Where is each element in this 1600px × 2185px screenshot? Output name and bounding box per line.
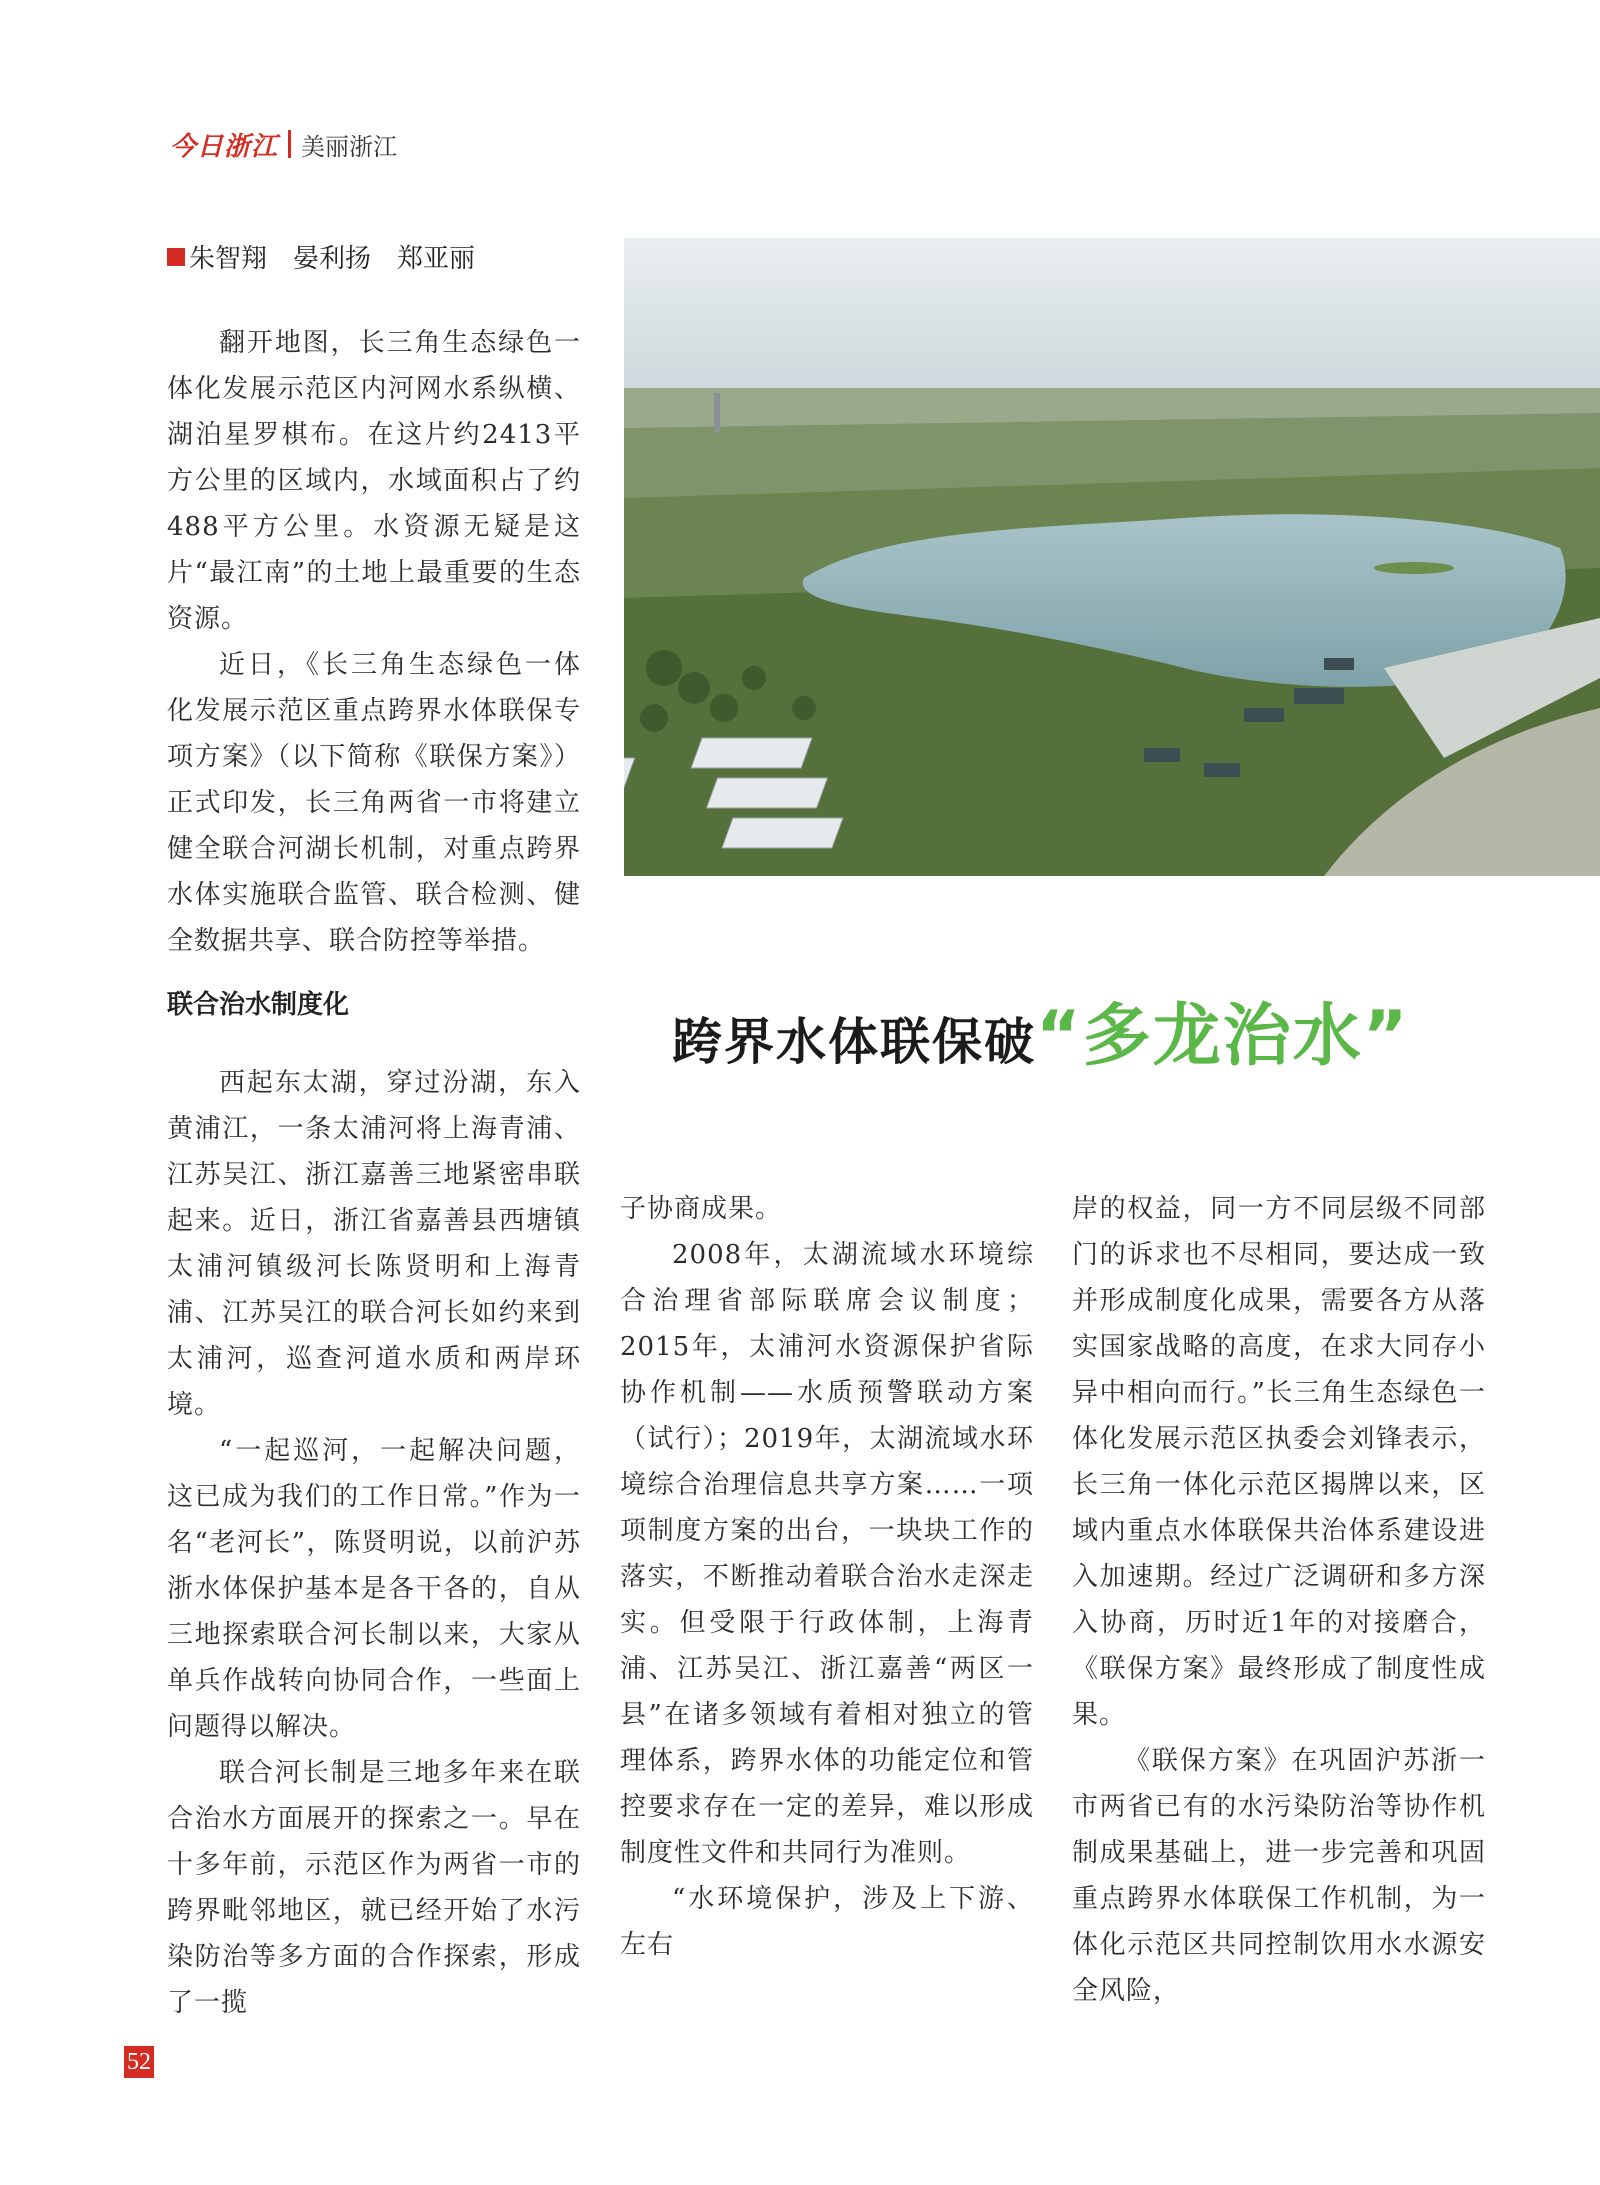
author-name: 晏利扬 [293,244,372,274]
article-title [672,982,1409,1079]
paragraph: 联合河长制是三地多年来在联合治水方面展开的探索之一。早在十多年前，示范区作为两省一市的跨界毗邻地区，就已经开始了水污染防治等多方面的合作探索，形成了一揽 [167,1758,581,2018]
author-line [167,238,501,275]
author-marker [167,248,185,266]
paragraph: 子协商成果。 [620,1194,783,1224]
magazine-header [170,124,397,164]
aerial-lake-photo [624,238,1600,876]
title-accent: “多龙治水” [1036,997,1410,1076]
page-number: 52 [124,2046,154,2078]
author-name: 朱智翔 [189,244,268,274]
paragraph: 西起东太湖，穿过汾湖，东入黄浦江，一条太浦河将上海青浦、江苏吴江、浙江嘉善三地紧密串联起来。近日，浙江省嘉善县西塘镇太浦河镇级河长陈贤明和上海青浦、江苏吴江的联合河长如约来到太浦河，巡查河道水质和两岸环境。 [167,1068,581,1420]
magazine-logo: 今日浙江 [170,131,279,162]
body-column-1 [167,1060,581,2026]
paragraph: “一起巡河，一起解决问题，这已成为我们的工作日常。”作为一名“老河长”，陈贤明说，以前沪苏浙水体保护基本是各干各的，自从三地探索联合河长制以来，大家从单兵作战转向协同合作，一些面上问题得以解决。 [167,1436,581,1742]
body-column-2 [620,1186,1034,1968]
body-column-3 [1072,1186,1486,2014]
paragraph: 《联保方案》在巩固沪苏浙一市两省已有的水污染防治等协作机制成果基础上，进一步完善和巩固重点跨界水体联保工作机制，为一体化示范区共同控制饮用水水源安全风险， [1072,1746,1486,2006]
paragraph: 近日，《长三角生态绿色一体化发展示范区重点跨界水体联保专项方案》（以下简称《联保方案》）正式印发，长三角两省一市将建立健全联合河湖长机制，对重点跨界水体实施联合监管、联合检测、健全数据共享、联合防控等举措。 [167,650,581,956]
paragraph: 岸的权益，同一方不同层级不同部门的诉求也不尽相同，要达成一致并形成制度化成果，需要各方从落实国家战略的高度，在求大同存小异中相向而行。”长三角生态绿色一体化发展示范区执委会刘锋表示，长三角一体化示范区揭牌以来，区域内重点水体联保共治体系建设进入加速期。经过广泛调研和多方深入协商，历时近1年的对接磨合，《联保方案》最终形成了制度性成果。 [1072,1194,1486,1730]
intro-text [167,320,581,964]
author-name: 郑亚丽 [397,244,476,274]
paragraph: “水环境保护，涉及上下游、左右 [620,1884,1034,1960]
section-name: 美丽浙江 [301,132,398,161]
section-subheading: 联合治水制度化 [167,990,350,1020]
title-main: 跨界水体联保破 [672,1012,1036,1071]
paragraph: 2008年，太湖流域水环境综合治理省部际联席会议制度；2015年，太浦河水资源保护省际协作机制——水质预警联动方案（试行）；2019年，太湖流域水环境综合治理信息共享方案……一项项制度方案的出台，一块块工作的落实，不断推动着联合治水走深走实。但受限于行政体制，上海青浦、江苏吴江、浙江嘉善“两区一县”在诸多领域有着相对独立的管理体系，跨界水体的功能定位和管控要求存在一定的差异，难以形成制度性文件和共同行为准则。 [620,1240,1034,1868]
paragraph: 翻开地图，长三角生态绿色一体化发展示范区内河网水系纵横、湖泊星罗棋布。在这片约2413平方公里的区域内，水域面积占了约488平方公里。水资源无疑是这片“最江南”的土地上最重要的生态资源。 [167,328,581,634]
header-divider [288,130,291,158]
